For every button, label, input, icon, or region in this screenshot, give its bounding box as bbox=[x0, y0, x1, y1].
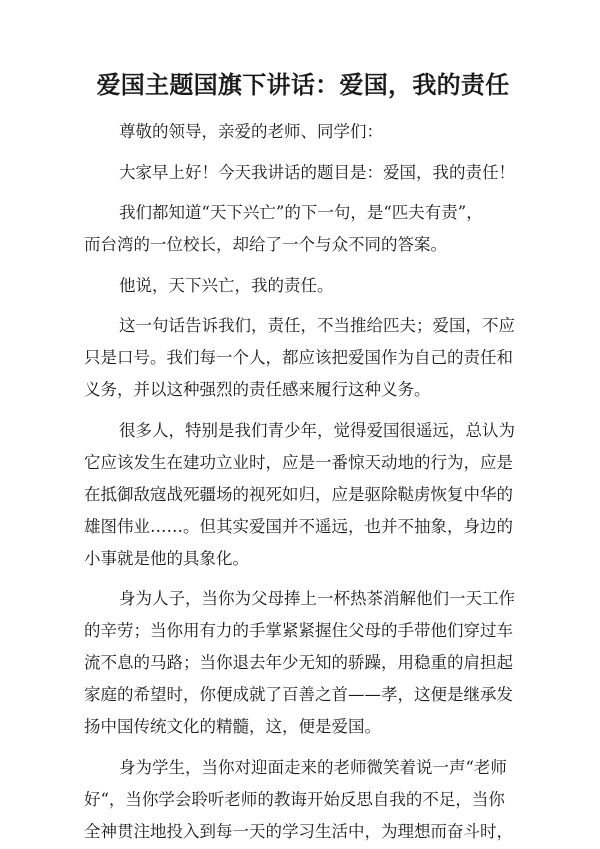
paragraph-line: 在抵御敌寇战死疆场的视死如归，应是驱除鞑虏恢复中华的 bbox=[84, 484, 513, 504]
paragraph bbox=[84, 197, 522, 261]
paragraph-line: 尊敬的领导，亲爱的老师、同学们： bbox=[119, 122, 383, 141]
paragraph-line: 义务，并以这种强烈的责任感来履行这种义务。 bbox=[84, 380, 431, 399]
paragraph bbox=[84, 157, 522, 189]
paragraph-line: 扬中国传统文化的精髓，这，便是爱国。 bbox=[84, 717, 381, 736]
paragraph-line: 好“，当你学会聆听老师的教诲开始反思自我的不足，当你 bbox=[84, 789, 505, 809]
paragraph-line: 它应该发生在建功立业时，应是一番惊天动地的行为，应是 bbox=[84, 452, 513, 472]
paragraph-line: 小事就是他的具象化。 bbox=[84, 548, 249, 568]
paragraph-line: 全神贯注地投入到每一天的学习生活中，为理想而奋斗时， bbox=[84, 821, 513, 841]
paragraph-line: 我们都知道“天下兴亡”的下一句，是“匹夫有责”， bbox=[119, 203, 483, 222]
paragraph-line: 很多人，特别是我们青少年，觉得爱国很遥远，总认为 bbox=[119, 420, 515, 440]
paragraph-line: 的辛劳；当你用有力的手掌紧紧握住父母的手带他们穿过车 bbox=[84, 621, 513, 640]
paragraph bbox=[84, 116, 522, 148]
paragraph bbox=[84, 310, 522, 406]
paragraph bbox=[84, 752, 522, 848]
document-title: 爱国主题国旗下讲话：爱国，我的责任 bbox=[96, 70, 510, 99]
paragraph bbox=[84, 415, 522, 575]
paragraph-line: 雄图伟业……。但其实爱国并不遥远，也并不抽象，身边的 bbox=[84, 516, 513, 536]
paragraph-line: 身为人子，当你为父母捧上一杯热茶消解他们一天工作 bbox=[119, 589, 515, 608]
paragraph-line: 只是口号。我们每一个人，都应该把爱国作为自己的责任和 bbox=[84, 348, 513, 367]
paragraph-line: 流不息的马路；当你退去年少无知的骄躁，用稳重的肩担起 bbox=[84, 653, 513, 672]
paragraph-line: 他说，天下兴亡，我的责任。 bbox=[119, 275, 334, 295]
paragraph-line: 大家早上好！今天我讲话的题目是：爱国，我的责任！ bbox=[119, 162, 515, 182]
paragraph-line: 而台湾的一位校长，却给了一个与众不同的答案。 bbox=[84, 235, 447, 254]
paragraph bbox=[84, 270, 522, 302]
paragraph bbox=[84, 583, 522, 743]
paragraph-line: 家庭的希望时，你便成就了百善之首——孝，这便是继承发 bbox=[84, 685, 513, 704]
paragraph-line: 身为学生，当你对迎面走来的老师微笑着说一声“老师 bbox=[119, 757, 507, 777]
paragraph-line: 这一句话告诉我们，责任，不当推给匹夫；爱国，不应 bbox=[119, 316, 515, 335]
document-body bbox=[84, 116, 522, 848]
